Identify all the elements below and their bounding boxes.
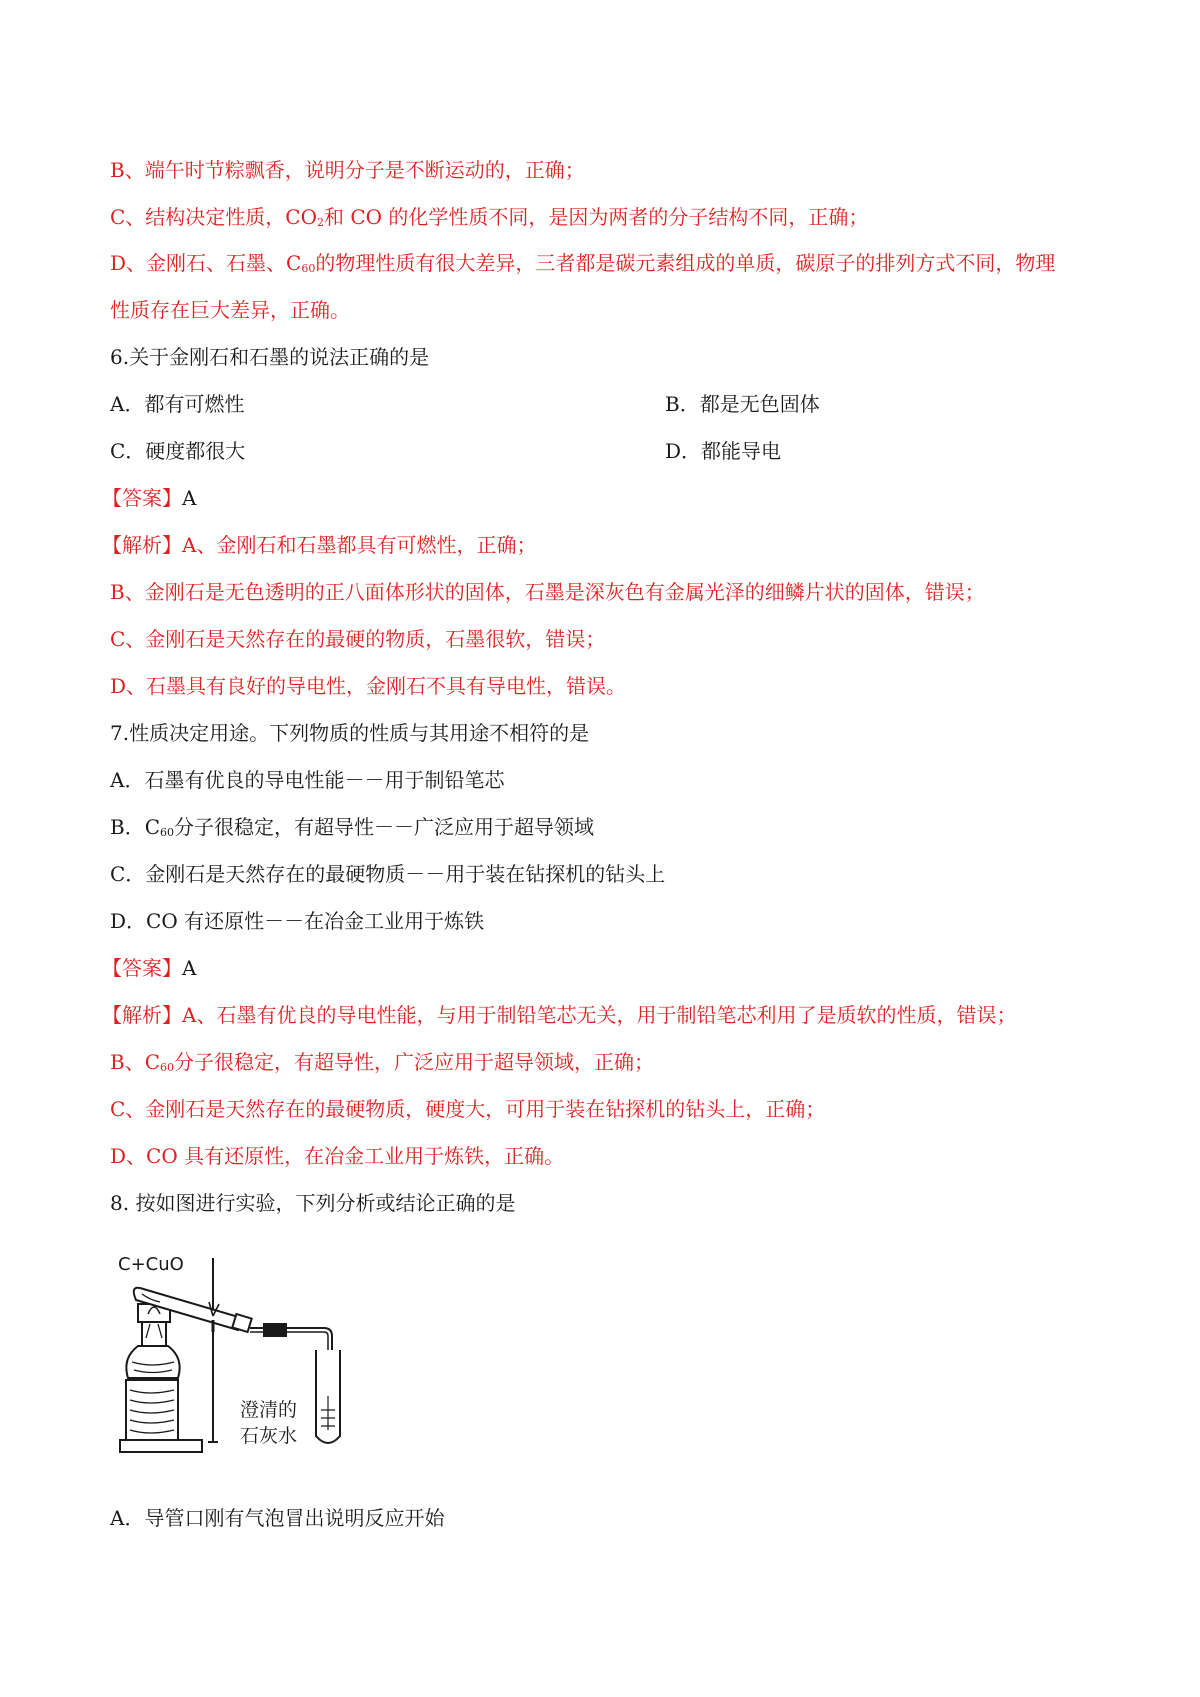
analysis-6-b: B、金刚石是无色透明的正八面体形状的固体，石墨是深灰色有金属光泽的细鳞片状的固体，错误；	[110, 580, 985, 604]
question-6-options-row1	[110, 390, 1110, 418]
analysis-7-d: D、CO 具有还原性，在冶金工业用于炼铁，正确。	[110, 1144, 565, 1168]
question-6-options-row2	[110, 437, 1110, 465]
option-7-a: A．石墨有优良的导电性能－－用于制铅笔芯	[110, 768, 505, 792]
option-6-a: A．都有可燃性	[110, 392, 245, 416]
analysis-6-d: D、石墨具有良好的导电性，金刚石不具有导电性，错误。	[110, 674, 627, 698]
analysis-7-a: 【解析】A、石墨有优良的导电性能，与用于制铅笔芯无关，用于制铅笔芯利用了是质软的性质，错误；	[102, 1003, 1017, 1027]
option-6-d: D．都能导电	[665, 439, 782, 463]
question-8: 8. 按如图进行实验，下列分析或结论正确的是	[110, 1191, 516, 1215]
option-6-b: B．都是无色固体	[665, 392, 820, 416]
option-6-c: C．硬度都很大	[110, 439, 246, 463]
analysis-7-b: B、$C_{60}$分子很稳定，有超导性，广泛应用于超导领域，正确；	[110, 1050, 654, 1074]
analysis-6-a: 【解析】A、金刚石和石墨都具有可燃性，正确；	[102, 533, 537, 557]
experiment-apparatus-figure	[118, 1250, 378, 1460]
label-reactants: C+CuO	[118, 1254, 184, 1275]
analysis-5-c: C、结构决定性质，$CO_2$和 CO 的化学性质不同，是因为两者的分子结构不同，正确；	[110, 205, 869, 229]
analysis-5-b: B、端午时节粽飘香，说明分子是不断运动的，正确；	[110, 158, 585, 182]
question-6: 6.关于金刚石和石墨的说法正确的是	[110, 345, 430, 369]
question-7: 7.性质决定用途。下列物质的性质与其用途不相符的是	[110, 721, 590, 745]
analysis-5-d: D、金刚石、石墨、$C_{60}$的物理性质有很大差异，三者都是碳元素组成的单质，碳原子的排列方式不同，物理	[110, 251, 1056, 275]
option-7-b: B．$C_{60}$分子很稳定，有超导性－－广泛应用于超导领域	[110, 815, 594, 839]
label-clear-limewater-1: 澄清的	[240, 1399, 298, 1421]
option-7-d: D．CO 有还原性－－在冶金工业用于炼铁	[110, 909, 485, 933]
analysis-5-d-cont: 性质存在巨大差异，正确。	[110, 298, 350, 322]
analysis-6-c: C、金刚石是天然存在的最硬的物质，石墨很软，错误；	[110, 627, 606, 651]
analysis-7-c: C、金刚石是天然存在的最硬物质，硬度大，可用于装在钻探机的钻头上，正确；	[110, 1097, 826, 1121]
option-7-c: C．金刚石是天然存在的最硬物质－－用于装在钻探机的钻头上	[110, 862, 666, 886]
label-clear-limewater-2: 石灰水	[240, 1425, 298, 1447]
answer-6: 【答案】A	[102, 486, 197, 510]
answer-7: 【答案】A	[102, 956, 197, 980]
option-8-a: A．导管口刚有气泡冒出说明反应开始	[110, 1506, 445, 1530]
